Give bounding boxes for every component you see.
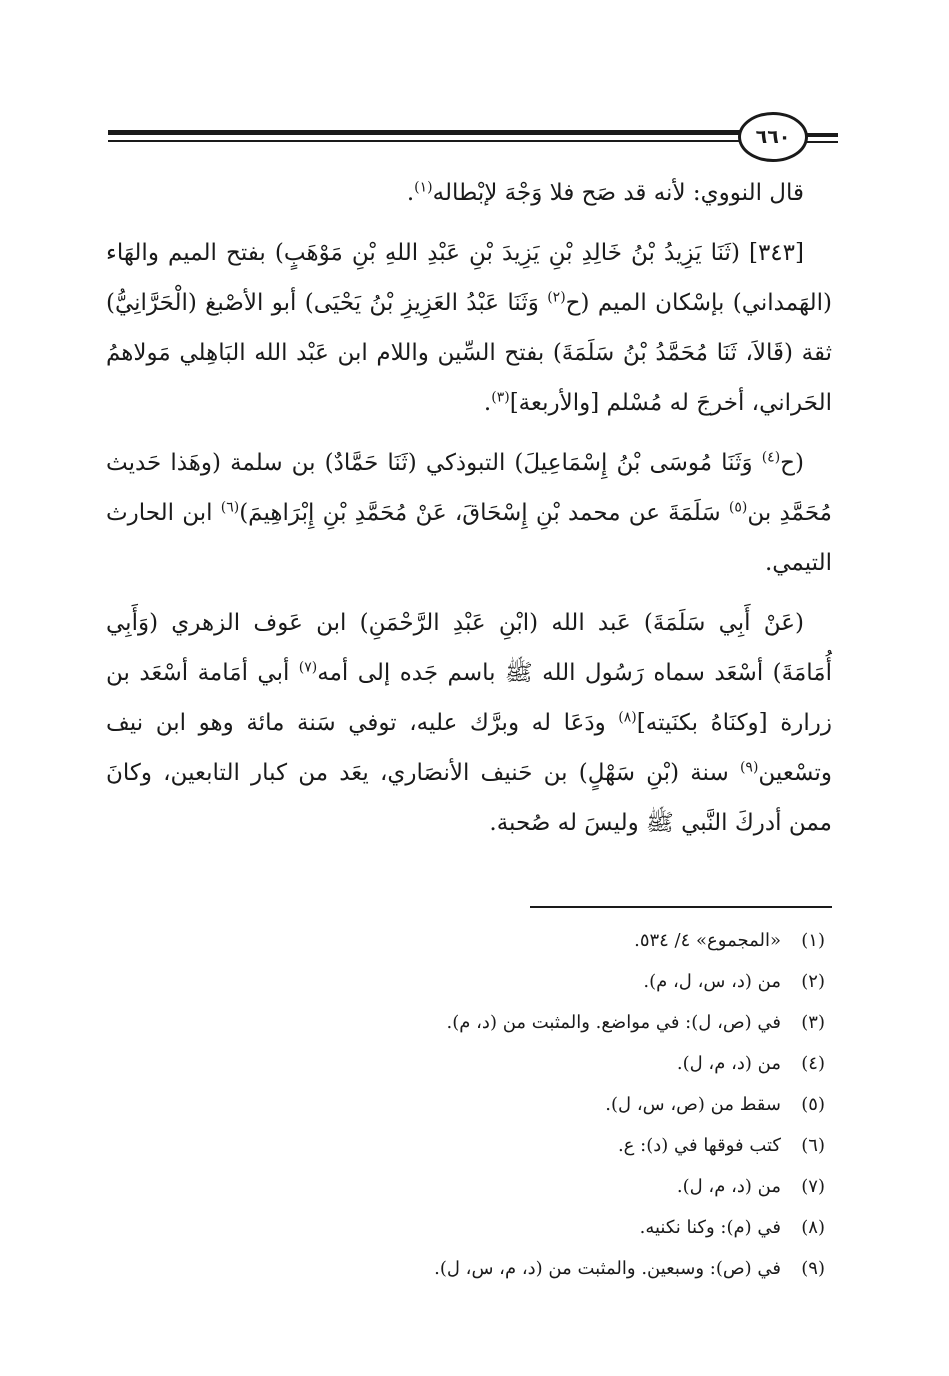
paragraph-3-text-a: (ح — [780, 450, 804, 476]
page-header — [108, 100, 838, 170]
footnote-number: (٣) — [801, 1012, 825, 1033]
footnote — [225, 961, 825, 1002]
footnote-text: كتب فوقها في (د): ع. — [617, 1135, 781, 1156]
footnote — [225, 1166, 825, 1207]
paragraph-3 — [106, 438, 832, 588]
footnote — [225, 1248, 825, 1289]
footnote — [225, 1043, 825, 1084]
footnote-number: (٩) — [801, 1258, 825, 1279]
footnote-number: (٥) — [801, 1094, 825, 1115]
footnote — [225, 920, 825, 961]
footnote-text: سقط من (ص، س، ل). — [605, 1094, 781, 1115]
paragraph-4-text-a: (عَنْ أَبِي سَلَمَةَ) عَبد الله (ابْنِ عَبْدِ الرَّحْمَنِ) ابن عَوف الزهري (وَأَبِي أُمَامَةَ) أسْعَد سماه رَسُول الله ﷺ باسم جَده إلى أمه — [106, 610, 832, 686]
footnote-ref-1[interactable]: (١) — [414, 179, 433, 196]
footnote-ref-7[interactable]: (٧) — [298, 659, 318, 676]
paragraph-3-text-d: ابن الحارث التيمي. — [106, 500, 832, 576]
footnote-ref-2[interactable]: (٢) — [547, 289, 566, 306]
footnote-number: (١) — [801, 930, 825, 951]
header-rule-thin — [108, 140, 752, 142]
footnote-ref-3[interactable]: (٣) — [491, 389, 510, 406]
footnotes — [225, 920, 825, 1289]
page-number: ٦٦٠ — [755, 126, 791, 148]
header-rule-tail — [804, 133, 838, 137]
footnote-number: (٨) — [801, 1217, 825, 1238]
footnote-text: في (ص): وسبعين. والمثبت من (د، م، س، ل). — [434, 1258, 781, 1279]
paragraph-4-text-c: ودَعَا له وبرَّك عليه، توفي سَنة مائة وهو ابن نيف وتسْعين — [106, 710, 832, 786]
paragraph-2-text-b: وَثَنَا عَبْدُ العَزِيزِ بْنُ يَحْيَى) أبو الأصْبغ (الْحَرَّانِيُّ) ثقة (قَالاَ، ثَنَا مُحَمَّدُ بْنُ سَلَمَةَ) بفتح السِّين واللام ابن عَبْد الله البَاهِلي مَولاهمُ الحَراني، أخرجَ له مُسْلم [والأربعة] — [106, 290, 832, 416]
footnote-number: (٦) — [801, 1135, 825, 1156]
footnote — [225, 1002, 825, 1043]
footnote — [225, 1125, 825, 1166]
paragraph-1 — [106, 168, 832, 218]
footnote-text: من (د، م، ل). — [676, 1053, 781, 1074]
paragraph-3-text-b: وَثَنَا مُوسَى بْنُ إِسْمَاعِيلَ) التبوذكي (ثَنَا حَمَّادٌ) بن سلمة (وهَذا حَديث مُحَمَّدِ بن — [106, 450, 832, 526]
paragraph-4-text-b: أبي أمَامة أسْعَد بن زرارة [وكنَاهُ بكنَيته] — [106, 660, 832, 736]
footnote-text: «المجموع» ٤/ ٥٣٤. — [634, 930, 781, 951]
footnote-text: في (م): وكنا نكنيه. — [639, 1217, 781, 1238]
paragraph-4 — [106, 598, 832, 848]
footnote-text: في (ص، ل): في مواضع. والمثبت من (د، م). — [446, 1012, 781, 1033]
footnote-text: من (د، س، ل، م). — [643, 971, 781, 992]
footnote-text: من (د، م، ل). — [676, 1176, 781, 1197]
page-number-badge — [738, 112, 808, 162]
footnote-number: (٤) — [801, 1053, 825, 1074]
paragraph-1-end: . — [406, 180, 415, 206]
footnote-number: (٧) — [801, 1176, 825, 1197]
header-rule-tail-thin — [804, 141, 838, 143]
paragraph-4-text-d: سنة (بْنِ سَهْلٍ) بن حَنيف الأنصَاري، يعَد من كبار التابعين، وكانَ ممن أدركَ النَّبي ﷺ وليسَ له صُحبة. — [106, 760, 832, 836]
footnote-ref-9[interactable]: (٩) — [739, 759, 759, 776]
footnote — [225, 1084, 825, 1125]
header-rule-thick — [108, 130, 752, 135]
paragraph-1-text: قال النووي: لأنه قد صَح فلا وَجْهَ لإبْطاله — [432, 180, 804, 206]
paragraph-2-end: . — [483, 390, 492, 416]
footnote-ref-5[interactable]: (٥) — [728, 499, 748, 516]
footnote-ref-6[interactable]: (٦) — [220, 499, 240, 516]
footnote-ref-4[interactable]: (٤) — [761, 449, 781, 466]
footnote-number: (٢) — [801, 971, 825, 992]
footnote-ref-8[interactable]: (٨) — [618, 709, 637, 726]
paragraph-2-text-a: [٣٤٣] (ثَنَا يَزِيدُ بْنُ خَالِدِ بْنِ يَزِيدَ بْنِ عَبْدِ اللهِ بْنِ مَوْهَبٍ) بفتح الميم والهَاء (الهَمداني) بإسْكان الميم (ح — [106, 240, 832, 316]
paragraph-3-text-c: سَلَمَةَ عن محمد بْنِ إِسْحَاقَ، عَنْ مُحَمَّدِ بْنِ إِبْرَاهِيمَ) — [239, 500, 729, 526]
footnote-separator — [530, 906, 832, 908]
footnote — [225, 1207, 825, 1248]
paragraph-2 — [106, 228, 832, 428]
main-text — [106, 168, 832, 858]
